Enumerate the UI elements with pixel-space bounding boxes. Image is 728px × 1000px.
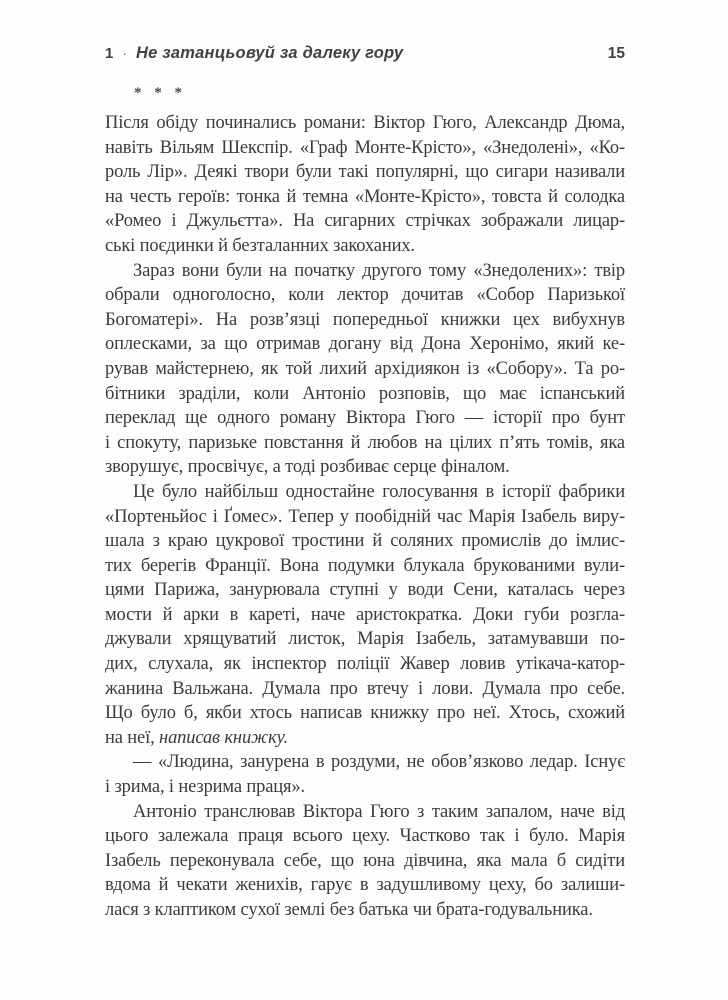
text-line	[105, 308, 625, 333]
text-line	[105, 455, 625, 480]
text-line	[105, 554, 625, 579]
text-segment: Це було найбільш одностайне голосування в історії фабрики	[133, 481, 625, 502]
text-segment: роль Лір». Деякі твори були такі популярні, що сигари називали	[105, 162, 625, 183]
text-segment: жанина Вальжана. Думала про втечу і лови. Думала про себе.	[105, 678, 625, 699]
text-line	[105, 701, 625, 726]
text-segment: оплесками, за що отримав догану від Дона Херонімо, який ке-	[105, 334, 625, 355]
text-line	[105, 505, 625, 530]
text-line	[105, 849, 625, 874]
text-segment: Ізабель переконувала себе, що юна дівчина, яка мала б сидіти	[105, 850, 625, 871]
text-segment: зворушує, просвічує, а тоді розбиває серце фіналом.	[105, 457, 510, 478]
emphasized-text: написав книжку.	[159, 727, 288, 748]
text-line	[105, 627, 625, 652]
text-segment: мости й арки в кареті, наче аристократка. Доки губи розгла-	[105, 604, 625, 625]
text-segment: і спокуту, паризьке повстання й любов на цілих п’ять томів, яка	[105, 432, 625, 453]
text-segment: навіть Вільям Шекспір. «Граф Монте-Крісто», «Знедолені», «Ко-	[105, 137, 625, 158]
text-segment: «Ромео і Джульєтта». На сигарних стрічках зображали лицар-	[105, 211, 625, 232]
text-segment: Після обіду починались романи: Віктор Гюго, Александр Дюма,	[105, 113, 625, 133]
text-line	[105, 726, 625, 751]
text-segment: і зрима, і незрима праця».	[105, 777, 305, 798]
running-header	[105, 44, 625, 63]
section-break-ornament: * * *	[134, 85, 183, 101]
text-segment: Антоніо транслював Віктора Гюго з таким запалом, наче від	[133, 801, 625, 822]
text-line	[105, 185, 625, 210]
text-segment: обрали одноголосно, коли лектор дочитав «Собор Паризької	[105, 285, 625, 306]
text-line	[105, 750, 625, 775]
paragraph	[105, 750, 625, 799]
text-segment: переклад ще одного роману Віктора Гюго — історії про бунт	[105, 408, 625, 429]
text-segment: «Портеньйос і Ґомес». Тепер у пообідній час Марія Ізабель виру-	[105, 506, 625, 527]
text-segment: на неї,	[105, 727, 160, 748]
text-segment: на честь героїв: тонка й темна «Монте-Крісто», товста й солодка	[105, 186, 625, 207]
text-line	[105, 529, 625, 554]
text-segment: бітники зраділи, коли Антоніо розповів, що має іспанський	[105, 383, 625, 404]
text-segment: рував майстернею, як той лихий архідиякон із «Собору». Та ро-	[105, 358, 625, 379]
text-line	[105, 382, 625, 407]
text-line	[105, 677, 625, 702]
text-line	[105, 209, 625, 234]
text-segment: дих, слухала, як інспектор поліції Жавер ловив утікача-катор-	[105, 654, 625, 675]
text-segment: Богоматері». На розв’язці попередньої книжки цех вибухнув	[105, 309, 625, 330]
text-segment: цього залежала праця всього цеху. Частково так і було. Марія	[105, 826, 625, 847]
text-line	[105, 578, 625, 603]
text-line	[105, 160, 625, 185]
text-segment: джували хрящуватий листок, Марія Ізабель, затамувавши по-	[105, 629, 625, 650]
text-line	[105, 259, 625, 284]
page-number: 15	[607, 45, 625, 62]
page-body	[105, 111, 625, 923]
text-segment: лася з клаптиком сухої землі без батька чи брата-годувальника.	[105, 900, 593, 920]
chapter-title: Не затанцьовуй за далеку гору	[136, 44, 404, 62]
text-line	[105, 775, 625, 800]
paragraph	[105, 259, 625, 480]
text-line	[105, 136, 625, 161]
running-header-left	[105, 44, 403, 63]
text-segment: — «Людина, занурена в роздуми, не обов’язково ледар. Існує	[133, 752, 625, 773]
paragraph	[105, 800, 625, 923]
text-line	[105, 406, 625, 431]
text-line	[105, 431, 625, 456]
text-segment: Зараз вони були на початку другого тому «Знедолених»: твір	[133, 260, 625, 281]
text-line	[105, 283, 625, 308]
text-segment: Що було б, якби хтось написав книжку про неї. Хтось, схожий	[105, 703, 625, 724]
text-line	[105, 873, 625, 898]
text-line	[105, 652, 625, 677]
text-line	[105, 357, 625, 382]
text-line	[105, 234, 625, 259]
text-segment: цями Парижа, занурювала ступні у води Сени, каталась через	[105, 580, 625, 601]
text-segment: шала з краю цукрової тростини й соляних промислів до імлис-	[105, 531, 625, 552]
text-line	[105, 111, 625, 136]
text-line	[105, 603, 625, 628]
text-segment: вдома й чекати женихів, гарує в задушливому цеху, бо залиши-	[105, 875, 625, 896]
text-line	[105, 800, 625, 825]
text-line	[105, 480, 625, 505]
text-line	[105, 332, 625, 357]
text-line	[105, 824, 625, 849]
paragraph	[105, 111, 625, 259]
separator-dot: ·	[122, 45, 128, 61]
paragraph	[105, 480, 625, 751]
text-segment: тих берегів Франції. Вона подумки блукала брукованими вули-	[105, 555, 625, 576]
chapter-number: 1	[105, 45, 114, 62]
text-line	[105, 898, 625, 923]
text-segment: ські поєдинки й безталанних закоханих.	[105, 235, 415, 256]
